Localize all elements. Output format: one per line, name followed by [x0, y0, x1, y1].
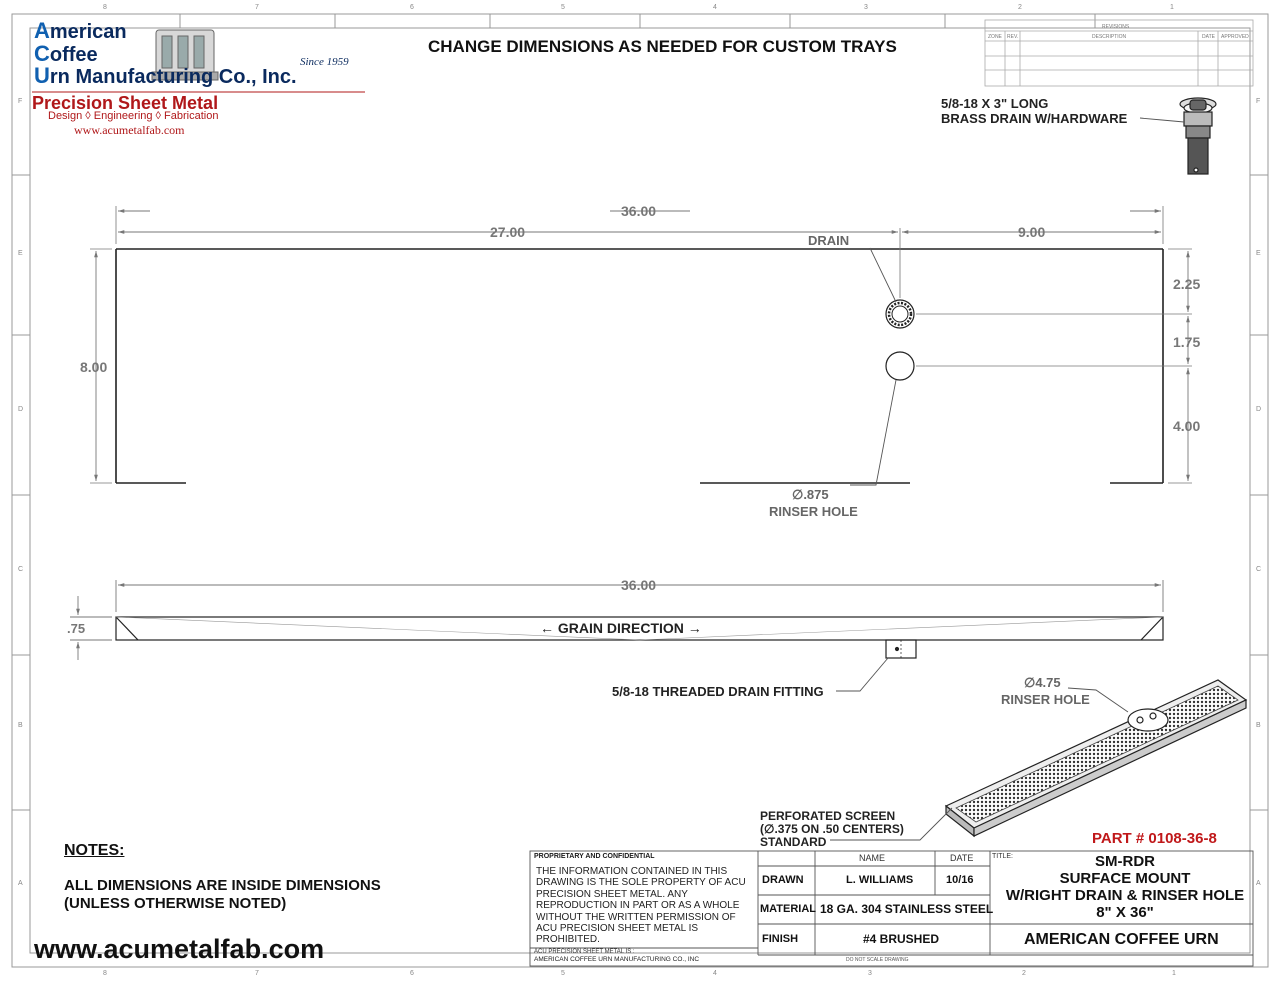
rinser-hole-label: RINSER HOLE: [769, 504, 858, 519]
zone-side-f-left: F: [18, 98, 23, 105]
logo-line-3-rest: rn Manufacturing Co., Inc.: [49, 66, 297, 88]
zone-side-d-right: D: [1256, 406, 1262, 413]
zone-bottom-7: 7: [255, 970, 259, 977]
brass-drain-leader: [1140, 118, 1184, 122]
rev-col-zone: ZONE: [988, 34, 1002, 40]
header-note: CHANGE DIMENSIONS AS NEEDED FOR CUSTOM TRAYS: [428, 37, 897, 56]
material-label: MATERIAL: [760, 903, 817, 915]
rev-col-date: DATE: [1202, 34, 1215, 40]
brass-drain-label-2: BRASS DRAIN W/HARDWARE: [941, 111, 1128, 126]
material-value: 18 GA. 304 STAINLESS STEEL: [820, 902, 994, 916]
rev-col-description: DESCRIPTION: [1092, 34, 1127, 40]
division-name: Precision Sheet Metal: [32, 93, 219, 113]
zone-side-d-left: D: [18, 406, 24, 413]
zone-side-a-left: A: [18, 880, 23, 887]
notes-line-1: ALL DIMENSIONS ARE INSIDE DIMENSIONS: [64, 877, 381, 894]
zone-bottom-3: 3: [868, 970, 872, 977]
dim-tray-depth: .75: [67, 621, 86, 636]
logo-line-1-rest: merican: [49, 21, 127, 43]
acu-line-2: AMERICAN COFFEE URN MANUFACTURING CO., INC: [534, 956, 700, 963]
dim-drain-from-top: 2.25: [1173, 276, 1201, 292]
zone-side-b-right: B: [1256, 722, 1261, 729]
drain-hole: [886, 300, 914, 328]
proprietary-heading: PROPRIETARY AND CONFIDENTIAL: [534, 853, 655, 860]
part-number: PART # 0108-36-8: [1092, 830, 1217, 847]
top-view-leaders: [850, 248, 896, 485]
zone-top-8: 8: [103, 4, 107, 11]
logo-line-3: [34, 63, 297, 89]
zone-bottom-6: 6: [410, 970, 414, 977]
drawn-name: L. WILLIAMS: [846, 874, 914, 886]
perforated-screen-label-1: PERFORATED SCREEN: [760, 809, 896, 823]
drawn-label: DRAWN: [762, 874, 804, 886]
zone-bottom-2: 2: [1022, 970, 1026, 977]
notes-line-2: (UNLESS OTHERWISE NOTED): [64, 895, 287, 912]
iso-rinser-label: RINSER HOLE: [1001, 692, 1090, 707]
zone-side-c-right: C: [1256, 566, 1262, 573]
logo-line-3-cap: U: [34, 63, 50, 88]
rinser-hole: [886, 352, 914, 380]
threaded-fitting-label: 5/8-18 THREADED DRAIN FITTING: [612, 684, 824, 699]
revisions-title: REVISIONS: [1102, 24, 1130, 30]
zone-top-2: 2: [1018, 4, 1022, 11]
iso-rinser-dia: ∅4.75: [1024, 675, 1061, 690]
dim-rinser-from-bottom: 4.00: [1173, 418, 1201, 434]
dim-drain-to-rinser: 1.75: [1173, 334, 1201, 350]
title-line-4: 8" X 36": [1096, 904, 1154, 921]
dim-tray-height: 8.00: [80, 359, 108, 375]
title-line-1: SM-RDR: [1095, 853, 1155, 870]
zone-side-b-left: B: [18, 722, 23, 729]
logo-line-2-rest: offee: [49, 44, 98, 66]
zone-side-e-left: E: [18, 250, 23, 257]
grain-direction-label: ← GRAIN DIRECTION →: [540, 620, 702, 636]
zone-side-f-right: F: [1256, 98, 1261, 105]
logo-website: www.acumetalfab.com: [74, 123, 185, 137]
drain-label: DRAIN: [808, 233, 850, 248]
zone-bottom-8: 8: [103, 970, 107, 977]
logo-line-1-cap: A: [34, 18, 50, 43]
zone-bottom-1: 1: [1172, 970, 1176, 977]
zone-side-c-left: C: [18, 566, 24, 573]
top-view-ext-lines: [90, 206, 1192, 483]
dim-overall-width-top: 36.00: [621, 203, 657, 219]
title-line-2: SURFACE MOUNT: [1059, 870, 1191, 887]
drawing-title: [990, 853, 1260, 921]
division-services: Design ◊ Engineering ◊ Fabrication: [48, 110, 219, 122]
title-company-name: AMERICAN COFFEE URN: [1024, 931, 1219, 948]
date-header: DATE: [950, 853, 974, 863]
notes-heading: NOTES:: [64, 842, 125, 859]
zone-side-a-right: A: [1256, 880, 1261, 887]
website-large: www.acumetalfab.com: [34, 934, 325, 964]
rev-col-approved: APPROVED: [1221, 34, 1249, 40]
brass-drain-fitting-graphic: [1180, 98, 1216, 174]
perforated-screen-label-2: (∅.375 ON .50 CENTERS): [760, 822, 904, 836]
finish-label: FINISH: [762, 933, 799, 945]
tray-iso-view: [946, 680, 1246, 836]
dim-overall-width-side: 36.00: [621, 577, 657, 593]
logo-since: Since 1959: [300, 56, 349, 68]
zone-side-e-right: E: [1256, 250, 1261, 257]
dim-drain-to-right: 9.00: [1018, 224, 1046, 240]
zone-bottom-5: 5: [561, 970, 565, 977]
zone-top-7: 7: [255, 4, 259, 11]
acu-line-1: ACU PRECISION SHEET METAL IS :: [534, 949, 635, 955]
rinser-dia-label: ∅.875: [792, 487, 829, 502]
top-view-dim-lines: [96, 211, 1188, 481]
title-line-3: W/RIGHT DRAIN & RINSER HOLE: [1005, 887, 1245, 904]
zone-bottom-4: 4: [713, 970, 717, 977]
dim-left-to-drain: 27.00: [490, 224, 526, 240]
zone-top-6: 6: [410, 4, 414, 11]
zone-top-4: 4: [713, 4, 717, 11]
finish-value: #4 BRUSHED: [863, 932, 940, 946]
name-header: NAME: [859, 853, 886, 863]
logo-line-2-cap: C: [34, 41, 50, 66]
drawing-frame: [12, 14, 1268, 967]
proprietary-text: THE INFORMATION CONTAINED IN THIS DRAWING IS THE SOLE PROPERTY OF ACU PRECISION SHEET METAL. ANY REPRODUCTION IN PART OR AS A WHOLE WITHOUT THE WRITTEN PERMISSION OF ACU PRECISION SHEET METAL IS PROHIBITED.: [536, 866, 746, 946]
scale-note: DO NOT SCALE DRAWING: [846, 957, 909, 963]
rev-col-rev: REV.: [1007, 34, 1019, 40]
drawn-date: 10/16: [946, 874, 974, 886]
brass-drain-label-1: 5/8-18 X 3" LONG: [941, 96, 1049, 111]
zone-top-3: 3: [864, 4, 868, 11]
zone-top-1: 1: [1170, 4, 1174, 11]
title-label: TITLE:: [992, 853, 1014, 860]
zone-top-5: 5: [561, 4, 565, 11]
perforated-screen-label-3: STANDARD: [760, 835, 827, 849]
